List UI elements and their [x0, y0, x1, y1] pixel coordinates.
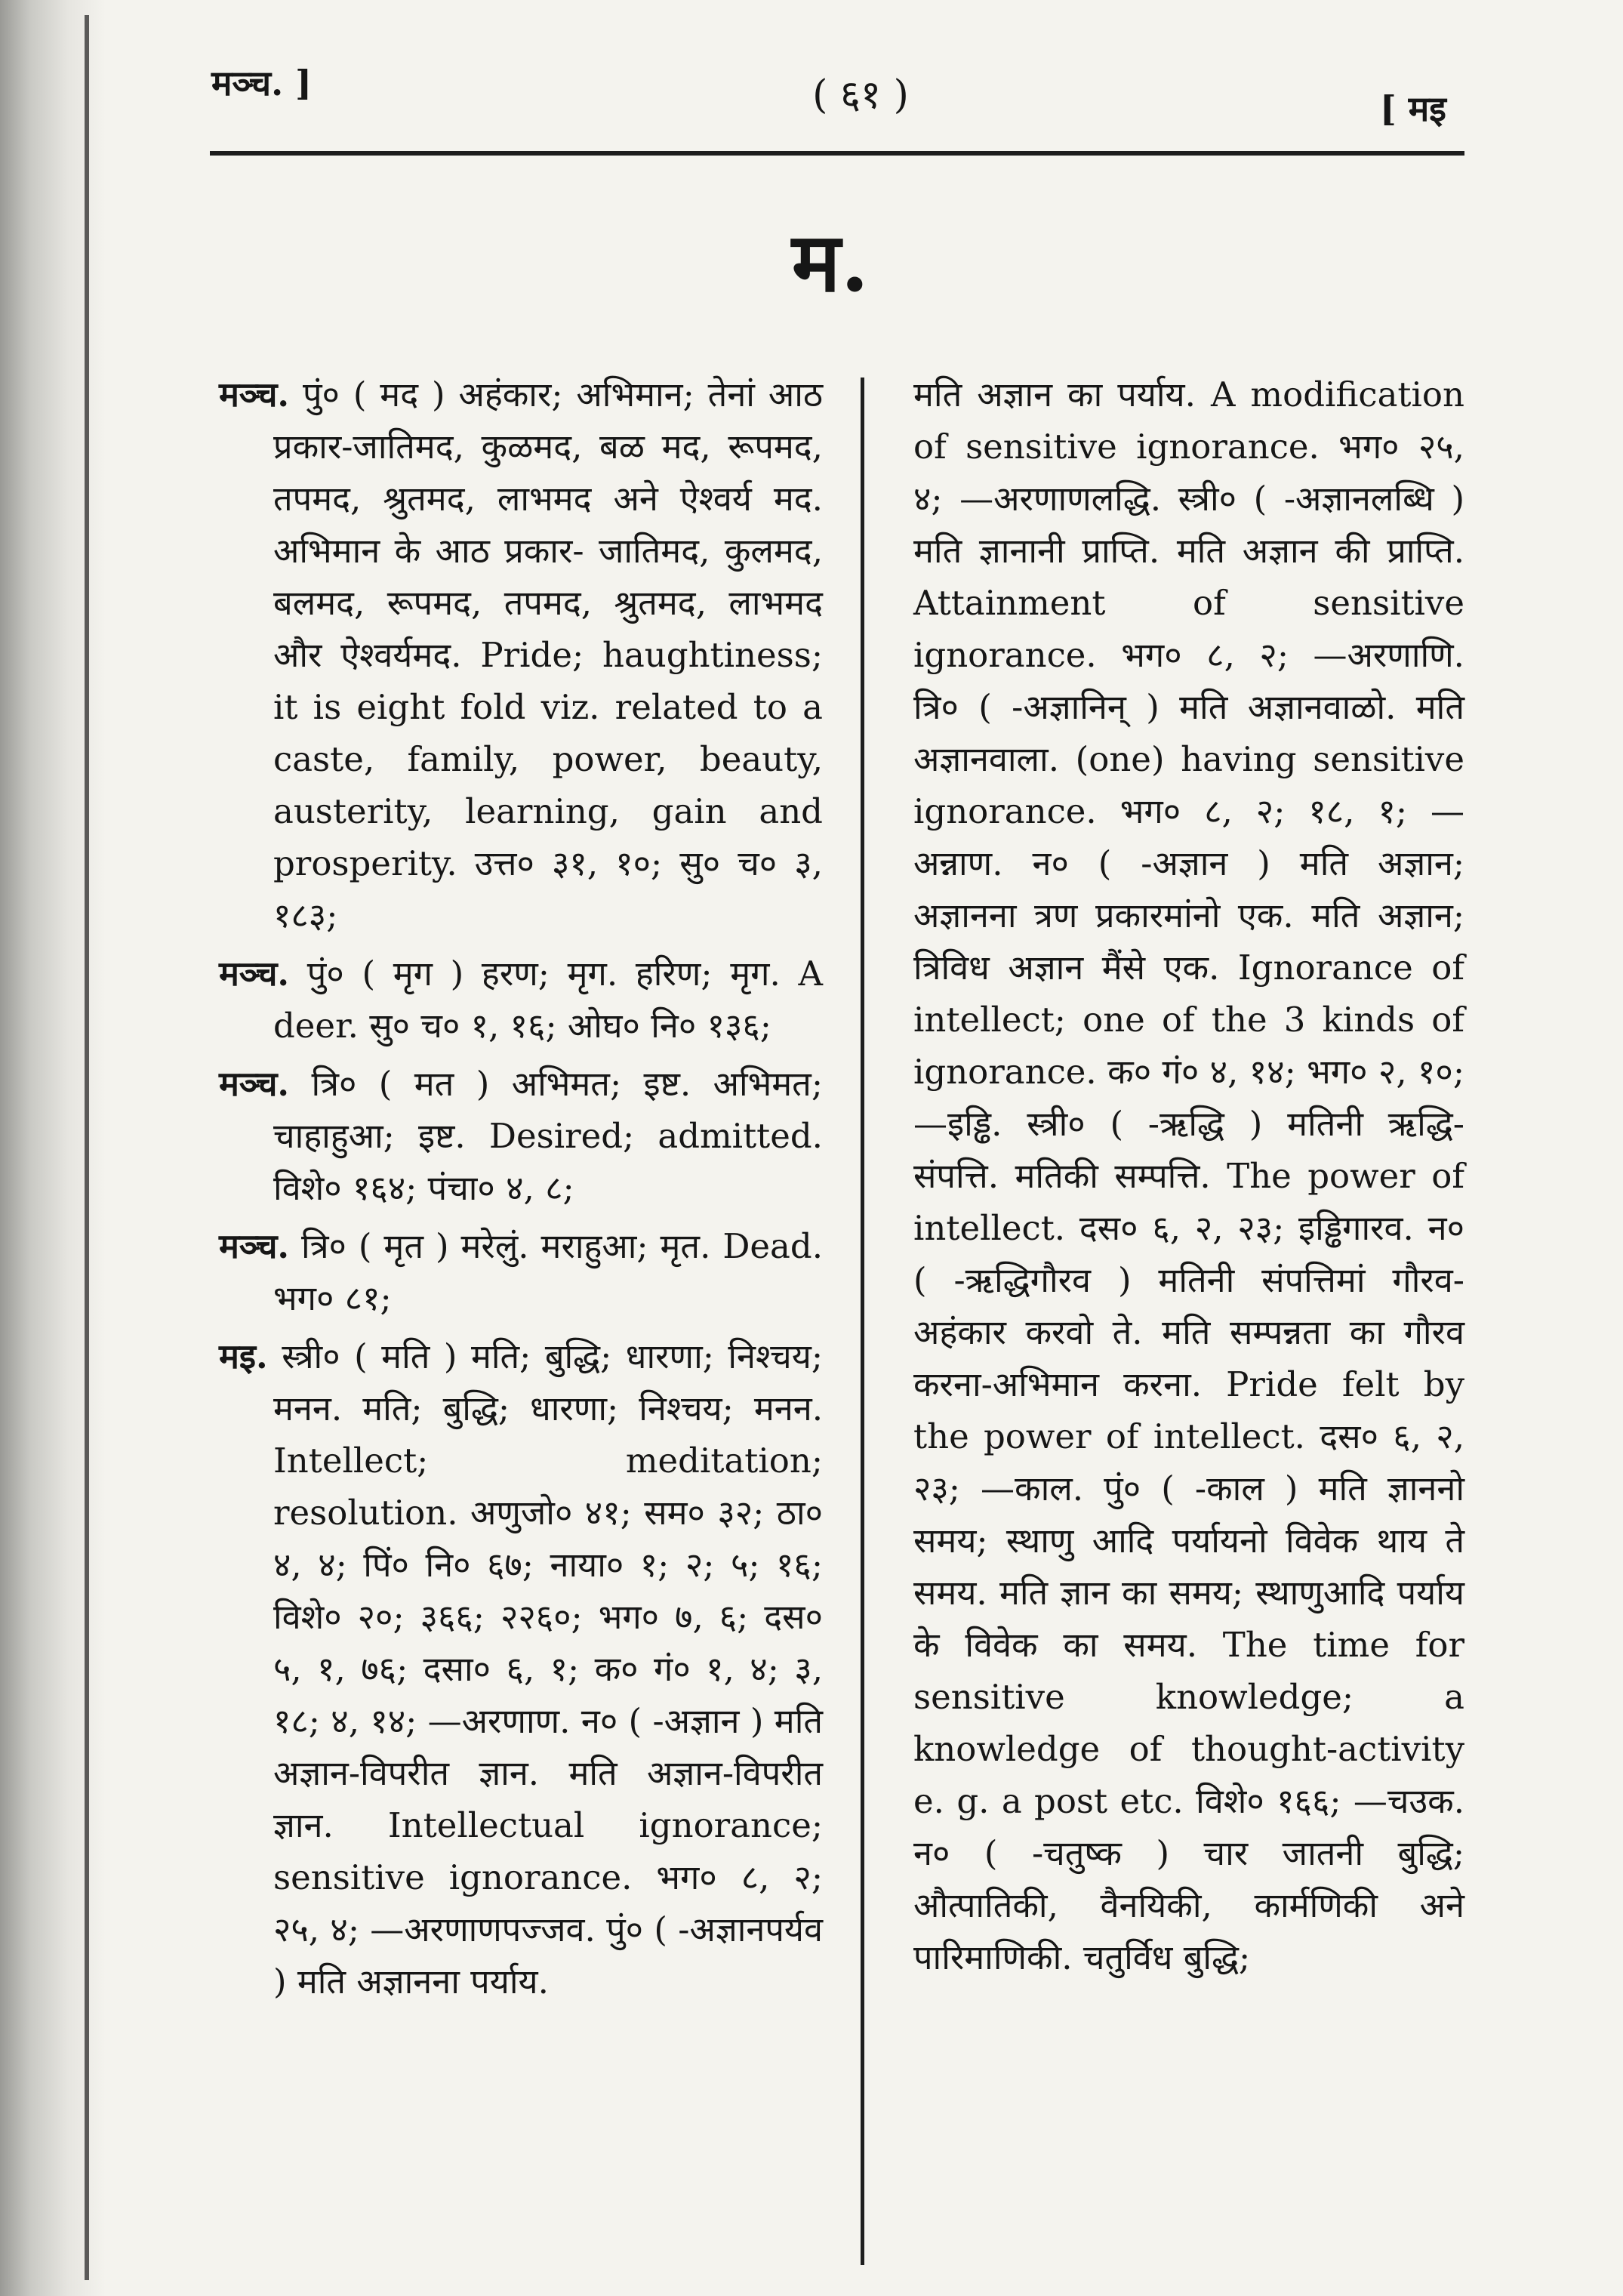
entry-headword: मञ्च.	[219, 954, 290, 994]
entry-headword: मञ्च.	[219, 374, 290, 415]
running-head-right: [ मइ	[1380, 88, 1446, 129]
page-binding-edge	[0, 0, 106, 2296]
entry-text: पुं० ( मृग ) हरण; मृग. हरिण; मृग. A deer. सु० च० १, १६; ओघ० नि० १३६;	[273, 954, 823, 1046]
binding-line	[85, 15, 89, 2280]
entry-continuation: मति अज्ञान का पर्याय. A modification of sensitive ignorance. भग० २५, ४; —अरणाणलद्धि. स्त्री० ( -अज्ञानलब्धि ) मति ज्ञानानी प्राप्ति. मति अज्ञान की प्राप्ति. Attainment of sensitive ignorance. भग० ८, २; —अरणाणि. त्रि० ( -अज्ञानिन् ) मति अज्ञानवाळो. मति अज्ञानवाला. (one) having sensitive ignorance. भग० ८, २; १८, १; —अन्नाण. न० ( -अज्ञान ) मति अज्ञान; अज्ञानना त्रण प्रकारमांनो एक. मति अज्ञान; त्रिविध अज्ञान मैंसे एक. Ignorance of intellect; one of the 3 kinds of ignorance. क० गं० ४, १४; भग० २, १०; —इड्ढि. स्त्री० ( -ऋद्धि ) मतिनी ऋद्धि-संपत्ति. मतिकी सम्पत्ति. The power of intellect. दस० ६, २, २३; इड्ढिगारव. न० ( -ऋद्धिगौरव ) मतिनी संपत्तिमां गौरव-अहंकार करवो ते. मति सम्पन्नता का गौरव करना-अभिमान करना. Pride felt by the power of intellect. दस० ६, २, २३; —काल. पुं० ( -काल ) मति ज्ञाननो समय; स्थाणु आदि पर्यायनो विवेक थाय ते समय. मति ज्ञान का समय; स्थाणुआदि पर्याय के विवेक का समय. The time for sensitive knowledge; a knowledge of thought-activity e. g. a post etc. विशे० १६६; —चउक. न० ( -चतुष्क ) चार जातनी बुद्धि; औत्पातिकी, वैनयिकी, कार्मणिकी अने पारिमाणिकी. चतुर्विध बुद्धि;	[913, 374, 1464, 1977]
left-column	[219, 368, 823, 2014]
entry-text: त्रि० ( मत ) अभिमत; इष्ट. अभिमत; चाहाहुआ; इष्ट. Desired; admitted. विशे० १६४; पंचा० ४, ८;	[273, 1064, 823, 1208]
right-column	[913, 368, 1464, 1983]
entry-text: स्त्री० ( मति ) मति; बुद्धि; धारणा; निश्चय; मनन. मति; बुद्धि; धारणा; निश्चय; मनन. Intellect; meditation; resolution. अणुजो० ४१; सम० ३२; ठा० ४, ४; पिं० नि० ६७; नाया० १; २; ५; १६; विशे० २०; ३६६; २२६०; भग० ७, ६; दस० ५, १, ७६; दसा० ६, १; क० गं० १, ४; ३, १८; ४, १४; —अरणाण. न० ( -अज्ञान ) मति अज्ञान-विपरीत ज्ञान. मति अज्ञान-विपरीत ज्ञान. Intellectual ignorance; sensitive ignorance. भग० ८, २; २५, ४; —अरणाणपज्जव. पुं० ( -अज्ञानपर्यव ) मति अज्ञानना पर्याय.	[273, 1336, 823, 2002]
dictionary-entry	[219, 1058, 823, 1214]
entry-headword: मइ.	[219, 1336, 268, 1376]
dictionary-entry	[219, 368, 823, 942]
dictionary-entry	[219, 1220, 823, 1324]
section-letter: म.	[791, 215, 870, 310]
entry-text: त्रि० ( मृत ) मरेलुं. मराहुआ; मृत. Dead. भग० ८१;	[273, 1226, 823, 1318]
dictionary-entry	[219, 1330, 823, 2008]
column-divider	[861, 378, 864, 2265]
entry-headword: मञ्च.	[219, 1064, 290, 1104]
dictionary-entry	[219, 948, 823, 1052]
header-rule	[210, 151, 1464, 156]
entry-text: पुं० ( मद ) अहंकार; अभिमान; तेनां आठ प्रकार-जातिमद, कुळमद, बळ मद, रूपमद, तपमद, श्रुतमद, लाभमद अने ऐश्वर्य मद. अभिमान के आठ प्रकार- जातिमद, कुलमद, बलमद, रूपमद, तपमद, श्रुतमद, लाभमद और ऐश्वर्यमद. Pride; haughtiness; it is eight fold viz. related to a caste, family, power, beauty, austerity, learning, gain and prosperity. उत्त० ३१, १०; सु० च० ३, १८३;	[273, 374, 823, 935]
entry-headword: मञ्च.	[219, 1226, 290, 1266]
running-head-left: मञ्च. ]	[211, 63, 312, 103]
page-number: ( ६१ )	[812, 72, 909, 118]
